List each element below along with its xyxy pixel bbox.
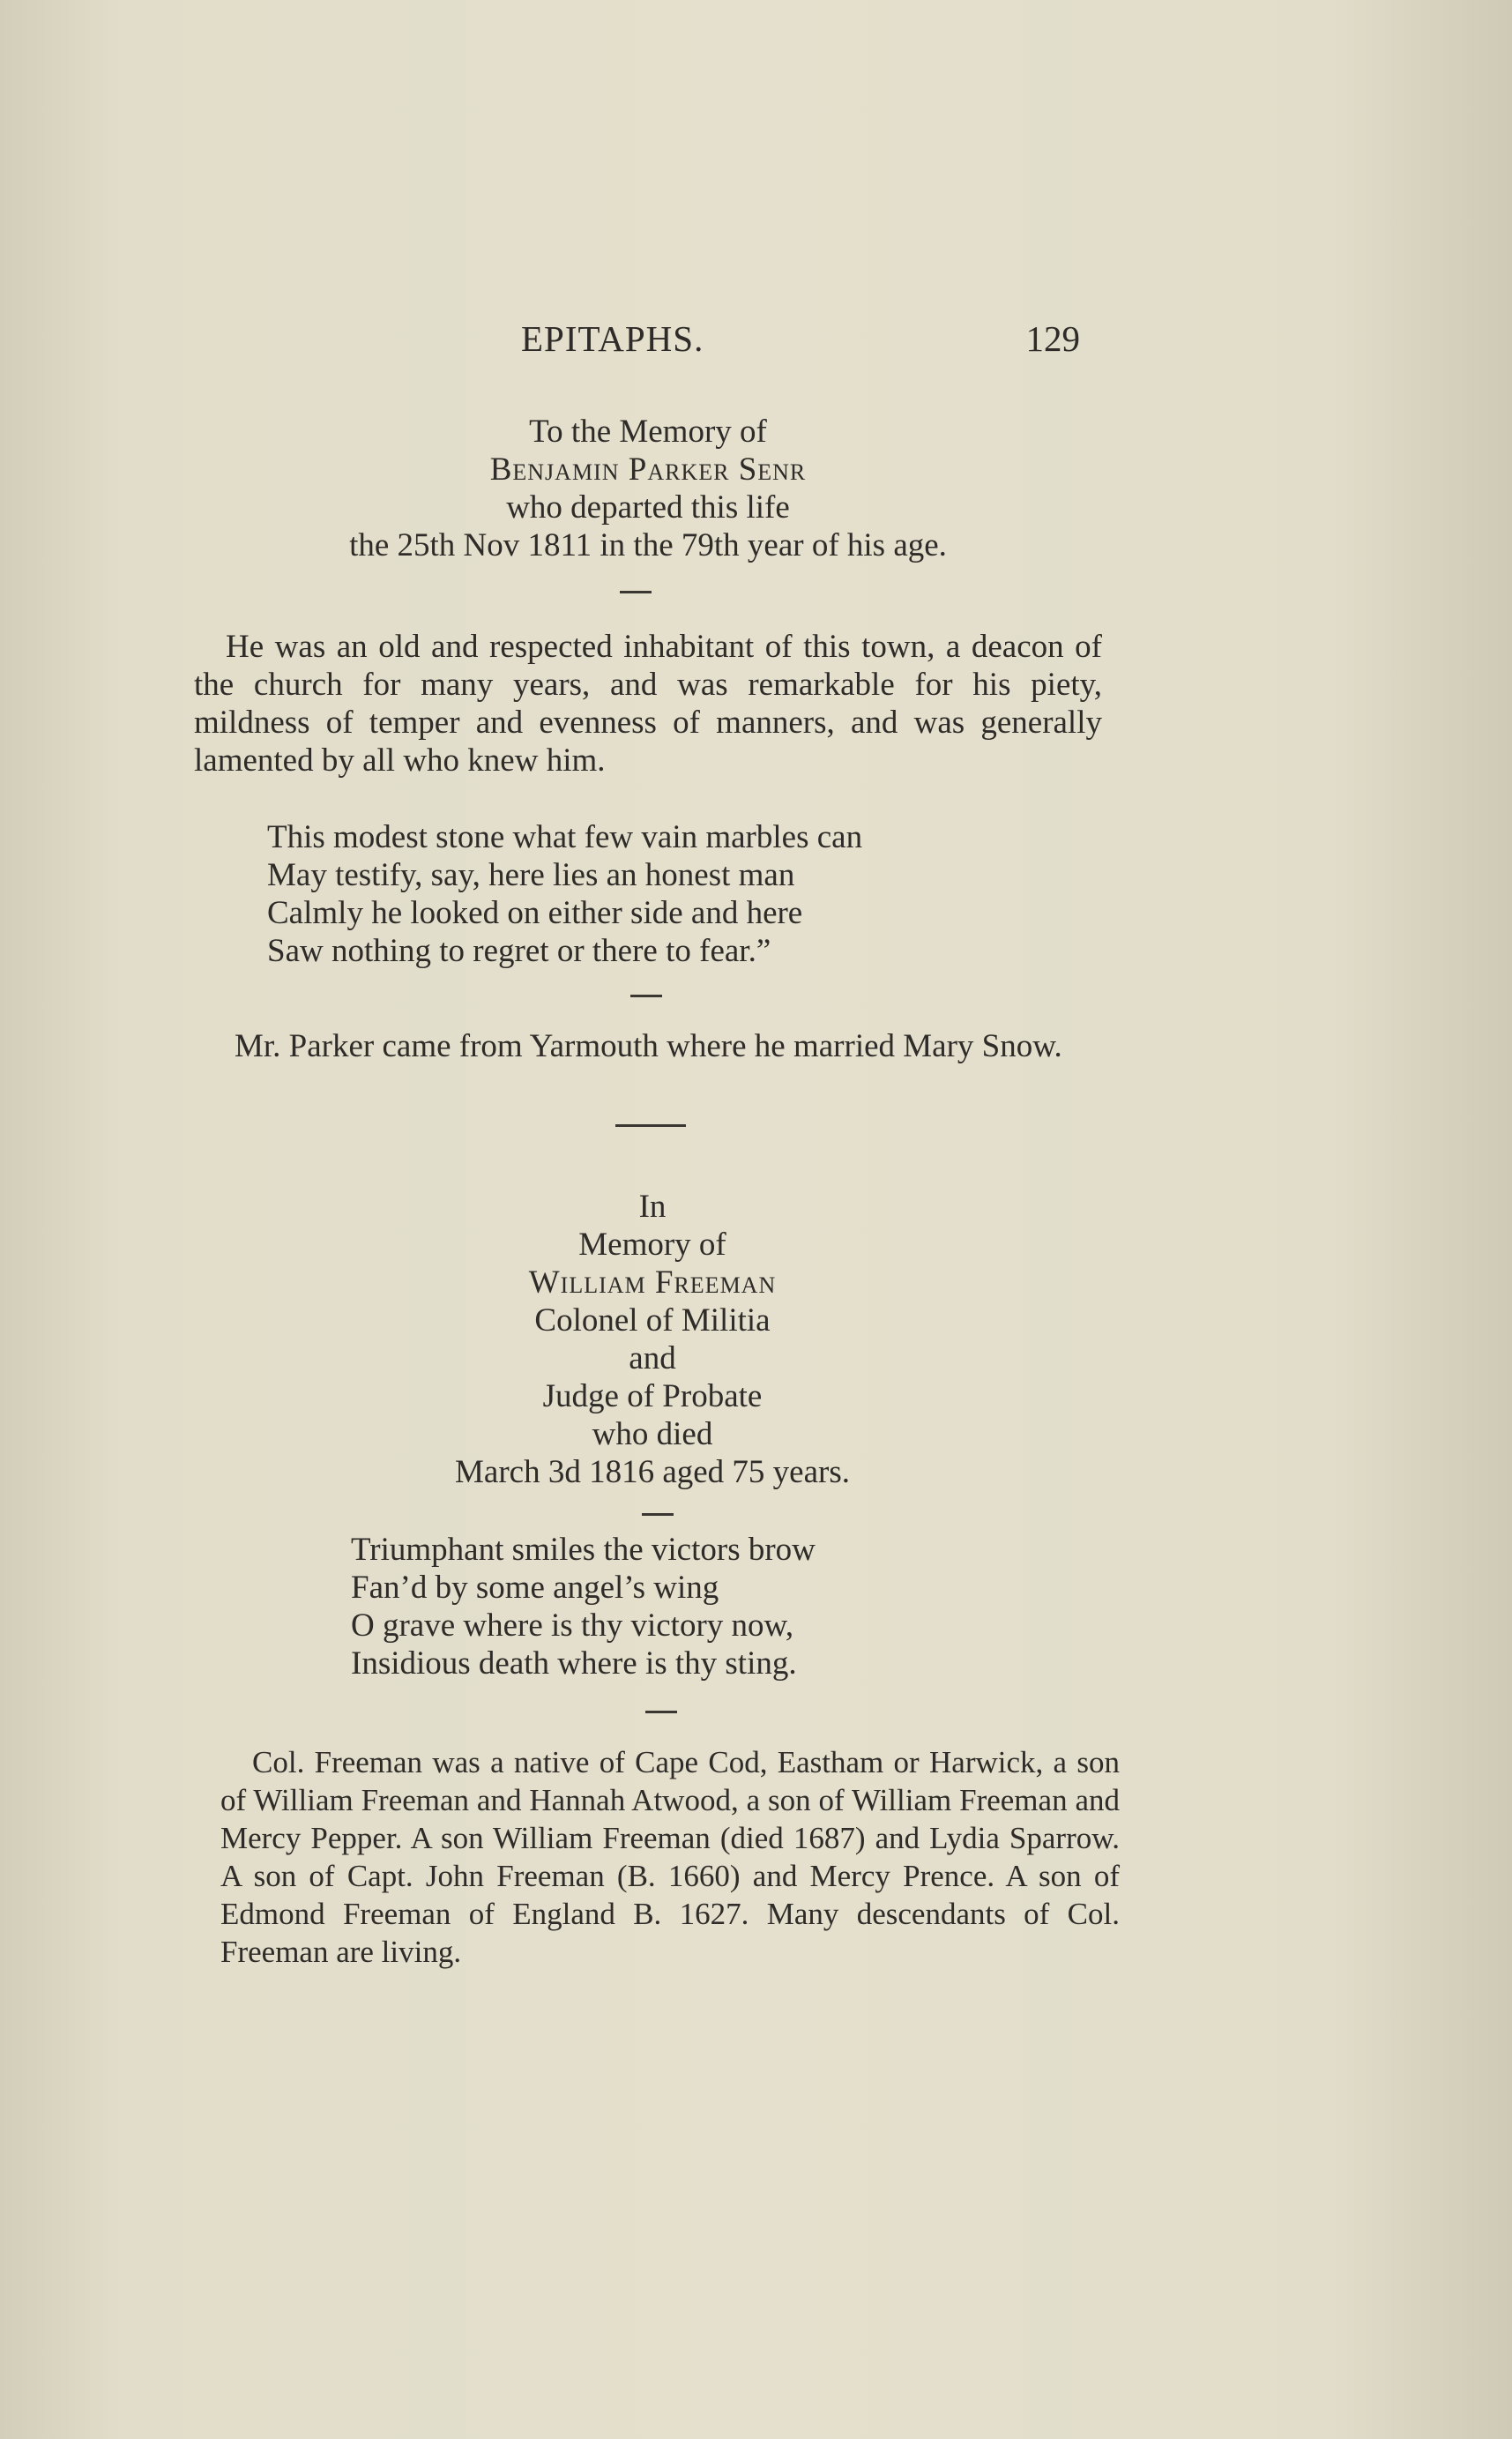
deceased-name: William Freeman bbox=[528, 1264, 777, 1301]
inscription-line: Colonel of Militia bbox=[534, 1302, 771, 1339]
inscription-line: who departed this life bbox=[506, 489, 790, 526]
inscription-line: To the Memory of bbox=[529, 414, 767, 450]
verse-line: This modest stone what few vain marbles can bbox=[267, 819, 863, 855]
section-rule bbox=[615, 1124, 686, 1127]
inscription-line: who died bbox=[592, 1416, 713, 1452]
deceased-name: Benjamin Parker Senr bbox=[489, 451, 807, 488]
running-title: EPITAPHS. bbox=[521, 318, 704, 359]
inscription-line: the 25th Nov 1811 in the 79th year of his age. bbox=[349, 527, 947, 563]
epitaph-2-verse bbox=[351, 1531, 1056, 1682]
epitaph-2-note: Col. Freeman was a native of Cape Cod, Eastham or Harwick, a son of William Freeman and Hannah Atwood, a son of William Freeman and Mercy Pepper. A son William Freeman (died 1687) and Lydia Sparrow. A son of Capt. John Freeman (B. 1660) and Mercy Prence. A son of Edmond Freeman of England B. 1627. Many descendants of Col. Freeman are living. bbox=[220, 1745, 1120, 1969]
short-rule bbox=[630, 995, 662, 997]
inscription-line: In bbox=[638, 1189, 667, 1225]
verse-line: May testify, say, here lies an honest man bbox=[267, 857, 795, 893]
page-number: 129 bbox=[1025, 318, 1080, 359]
epitaph-1-note: Mr. Parker came from Yarmouth where he married Mary Snow. bbox=[235, 1028, 1062, 1064]
verse-line: Saw nothing to regret or there to fear.” bbox=[267, 933, 771, 969]
epitaph-1-paragraph: He was an old and respected inhabitant of this town, a deacon of the church for many years, and was remarkable for his piety, mildness of temper and evenness of manners, and was generally lamented by all who knew him. bbox=[194, 629, 1102, 779]
inscription-line: Judge of Probate bbox=[542, 1378, 763, 1414]
epitaph-1-verse bbox=[267, 818, 1061, 970]
inscription-line: March 3d 1816 aged 75 years. bbox=[455, 1454, 850, 1490]
verse-line: Fan’d by some angel’s wing bbox=[351, 1570, 719, 1606]
short-rule bbox=[642, 1513, 674, 1516]
inscription-line: Memory of bbox=[578, 1227, 726, 1263]
epitaph-1-inscription bbox=[194, 413, 1102, 564]
verse-line: Calmly he looked on either side and here bbox=[267, 895, 803, 931]
short-rule bbox=[620, 591, 652, 593]
page-header bbox=[198, 317, 1080, 370]
epitaph-2-inscription bbox=[212, 1188, 1093, 1491]
verse-line: O grave where is thy victory now, bbox=[351, 1607, 794, 1644]
verse-line: Triumphant smiles the victors brow bbox=[351, 1532, 816, 1568]
short-rule bbox=[645, 1711, 677, 1713]
inscription-line: and bbox=[629, 1340, 676, 1376]
verse-line: Insidious death where is thy sting. bbox=[351, 1645, 797, 1682]
